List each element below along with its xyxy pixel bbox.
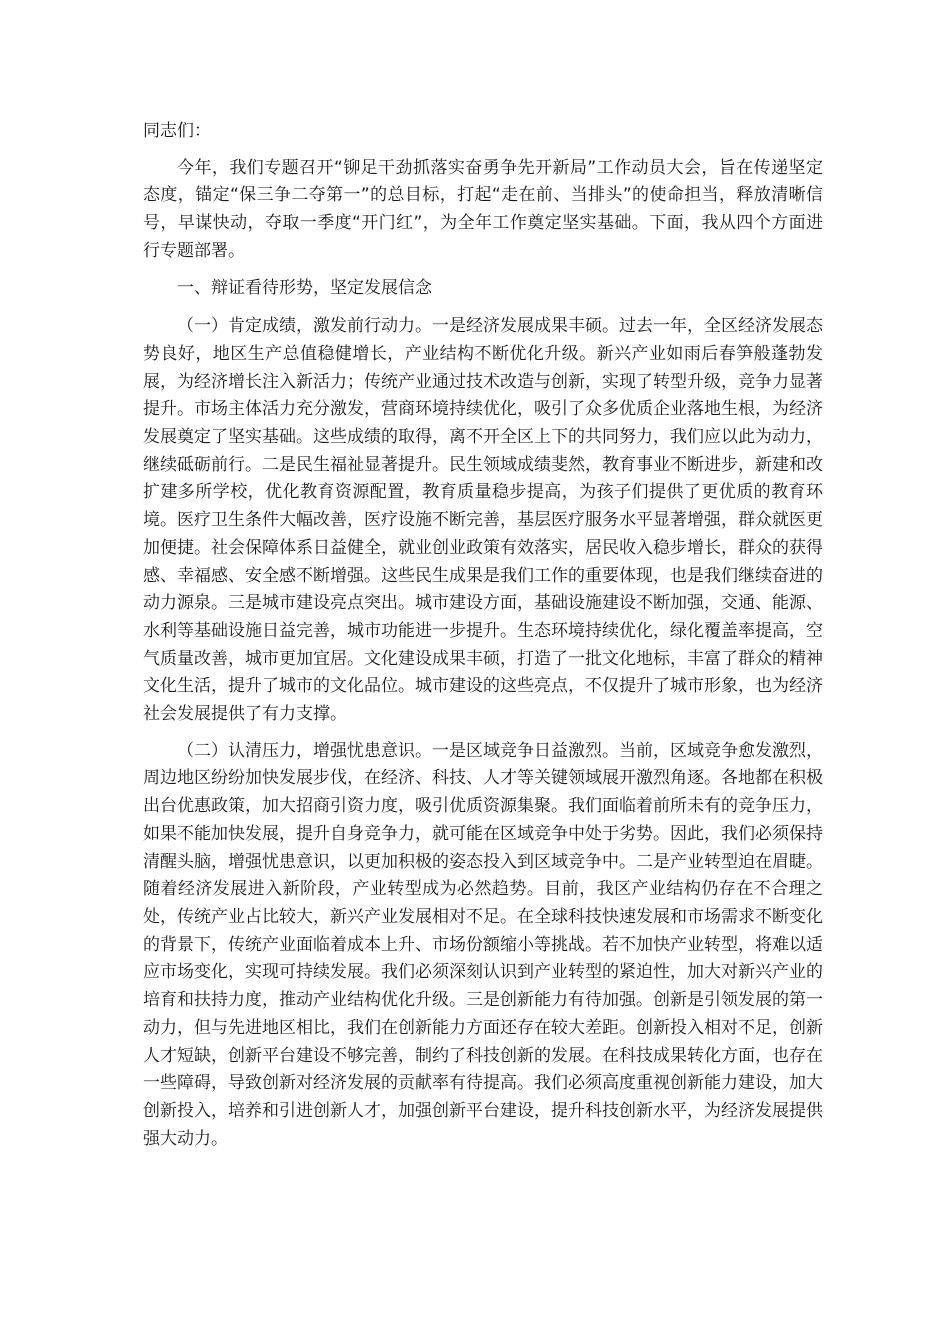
greeting: 同志们： [143,121,211,141]
document-body [143,118,823,1153]
section-heading: 一、辩证看待形势，坚定发展信念 [177,277,432,298]
subsection-paragraph-1: （一）肯定成绩，激发前行动力。一是经济发展成果丰硕。过去一年，全区经济发展态势良好，地区生产总值稳健增长，产业结构不断优化升级。新兴产业如雨后春笋般蓬勃发展，为经济增长注入新活力；传统产业通过技术改造与创新，实现了转型升级，竞争力显著提升。市场主体活力充分激发，营商环境持续优化，吸引了众多优质企业落地生根，为经济发展奠定了坚实基础。这些成绩的取得，离不开全区上下的共同努力，我们应以此为动力，继续砥砺前行。二是民生福祉显著提升。民生领域成绩斐然，教育事业不断进步，新建和改扩建多所学校，优化教育资源配置，教育质量稳步提高，为孩子们提供了更优质的教育环境。医疗卫生条件大幅改善，医疗设施不断完善，基层医疗服务水平显著增强，群众就医更加便捷。社会保障体系日益健全，就业创业政策有效落实，居民收入稳步增长，群众的获得感、幸福感、安全感不断增强。这些民生成果是我们工作的重要体现，也是我们继续奋进的动力源泉。三是城市建设亮点突出。城市建设方面，基础设施建设不断加强，交通、能源、水利等基础设施日益完善，城市功能进一步提升。生态环境持续优化，绿化覆盖率提高，空气质量改善，城市更加宜居。文化建设成果丰硕，打造了一批文化地标，丰富了群众的精神文化生活，提升了城市的文化品位。城市建设的这些亮点，不仅提升了城市形象，也为经济社会发展提供了有力支撑。 [143,316,823,725]
subsection-paragraph-2: （二）认清压力，增强忧患意识。一是区域竞争日益激烈。当前，区域竞争愈发激烈，周边地区纷纷加快发展步伐，在经济、科技、人才等关键领域展开激烈角逐。各地都在积极出台优惠政策，加大招商引资力度，吸引优质资源集聚。我们面临着前所未有的竞争压力，如果不能加快发展，提升自身竞争力，就可能在区域竞争中处于劣势。因此，我们必须保持清醒头脑，增强忧患意识，以更加积极的姿态投入到区域竞争中。二是产业转型迫在眉睫。随着经济发展进入新阶段，产业转型成为必然趋势。目前，我区产业结构仍存在不合理之处，传统产业占比较大，新兴产业发展相对不足。在全球科技快速发展和市场需求不断变化的背景下，传统产业面临着成本上升、市场份额缩小等挑战。若不加快产业转型，将难以适应市场变化，实现可持续发展。我们必须深刻认识到产业转型的紧迫性，加大对新兴产业的培育和扶持力度，推动产业结构优化升级。三是创新能力有待加强。创新是引领发展的第一动力，但与先进地区相比，我们在创新能力方面还存在较大差距。创新投入相对不足，创新人才短缺，创新平台建设不够完善，制约了科技创新的发展。在科技成果转化方面，也存在一些障碍，导致创新对经济发展的贡献率有待提高。我们必须高度重视创新能力建设，加大创新投入，培养和引进创新人才，加强创新平台建设，提升科技创新水平，为经济发展提供强大动力。 [143,740,823,1149]
intro-paragraph: 今年，我们专题召开“铆足干劲抓落实奋勇争先开新局”工作动员大会，旨在传递坚定态度，锚定“保三争二夺第一”的总目标，打起“走在前、当排头”的使命担当，释放清晰信号，早谋快动，夺取一季度“开门红”，为全年工作奠定坚实基础。下面，我从四个方面进行专题部署。 [143,157,823,261]
